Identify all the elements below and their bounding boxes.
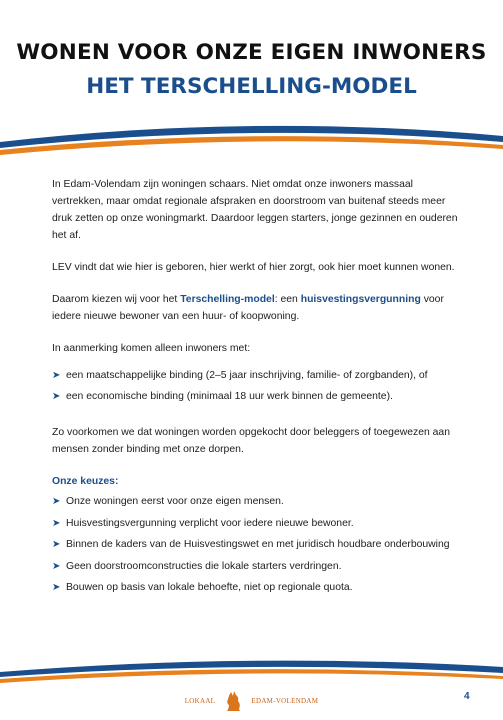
list-item — [52, 493, 462, 510]
lev-logo — [0, 690, 503, 712]
list-item-text: Bouwen op basis van lokale behoefte, niet op regionale quota. — [66, 582, 353, 593]
huisvestingsvergunning-highlight: huisvestingsvergunning — [300, 294, 421, 305]
keuzes-heading: Onze keuzes: — [52, 476, 119, 487]
arrow-bullet-icon: ➤ — [52, 582, 61, 593]
arrow-bullet-icon: ➤ — [52, 560, 61, 572]
model-paragraph — [52, 291, 462, 325]
list-item — [52, 536, 462, 553]
list-item-text: Huisvestingsvergunning verplicht voor iedere nieuwe bewoner. — [66, 517, 354, 529]
arrow-bullet-icon: ➤ — [52, 391, 61, 402]
list-item — [52, 579, 462, 596]
page-subtitle: HET TERSCHELLING-MODEL — [86, 74, 417, 99]
logo-text-edam-volendam: EDAM-VOLENDAM — [251, 697, 319, 705]
arrow-bullet-icon: ➤ — [52, 370, 61, 381]
intro-paragraph: In Edam-Volendam zijn woningen schaars. Niet omdat onze inwoners massaal vertrekken, maar omdat regionale afspraken en doorstroom van buitenaf steeds meer druk zetten op onze woningmarkt. Daardoor leggen starters, jonge gezinnen en ouderen het af. — [52, 179, 458, 241]
arrow-bullet-icon: ➤ — [52, 517, 61, 529]
footer-swoosh-decoration — [0, 650, 503, 686]
list-item — [52, 367, 462, 384]
arrow-bullet-icon: ➤ — [52, 539, 61, 550]
list-item — [52, 558, 462, 575]
logo-text-lokaal: LOKAAL — [184, 697, 216, 705]
eligibility-intro: In aanmerking komen alleen inwoners met: — [52, 343, 251, 354]
lev-statement: LEV vindt dat wie hier is geboren, hier werkt of hier zorgt, ook hier moet kunnen wonen. — [52, 262, 455, 273]
page-number: 4 — [464, 691, 470, 702]
model-text-pre: Daarom kiezen wij voor het — [52, 294, 181, 305]
model-text-mid: : een — [274, 294, 301, 305]
header-swoosh-decoration — [0, 115, 503, 160]
dog-mascot-icon — [223, 690, 243, 712]
list-item-text: Binnen de kaders van de Huisvestingswet en met juridisch houdbare onderbouwing — [66, 539, 450, 550]
main-content — [52, 176, 462, 601]
list-item-text: Geen doorstroomconstructies die lokale starters verdringen. — [66, 560, 342, 572]
list-item — [52, 515, 462, 532]
model-text-post: voor iedere nieuwe bewoner van een huur- of koopwoning. — [52, 294, 444, 322]
arrow-bullet-icon: ➤ — [52, 496, 61, 507]
list-item-text: Onze woningen eerst voor onze eigen mensen. — [66, 496, 284, 507]
list-item-text: een maatschappelijke binding (2–5 jaar inschrijving, familie- of zorgbanden), of — [66, 370, 428, 381]
list-item-text: een economische binding (minimaal 18 uur werk binnen de gemeente). — [66, 391, 393, 402]
list-item — [52, 388, 462, 405]
terschelling-model-highlight: Terschelling-model — [180, 294, 275, 305]
page-title: WONEN VOOR ONZE EIGEN INWONERS — [16, 40, 487, 65]
prevention-paragraph: Zo voorkomen we dat woningen worden opgekocht door beleggers of toegewezen aan mensen zonder binding met onze dorpen. — [52, 427, 450, 455]
criteria-list — [52, 367, 462, 405]
keuzes-list — [52, 493, 462, 596]
